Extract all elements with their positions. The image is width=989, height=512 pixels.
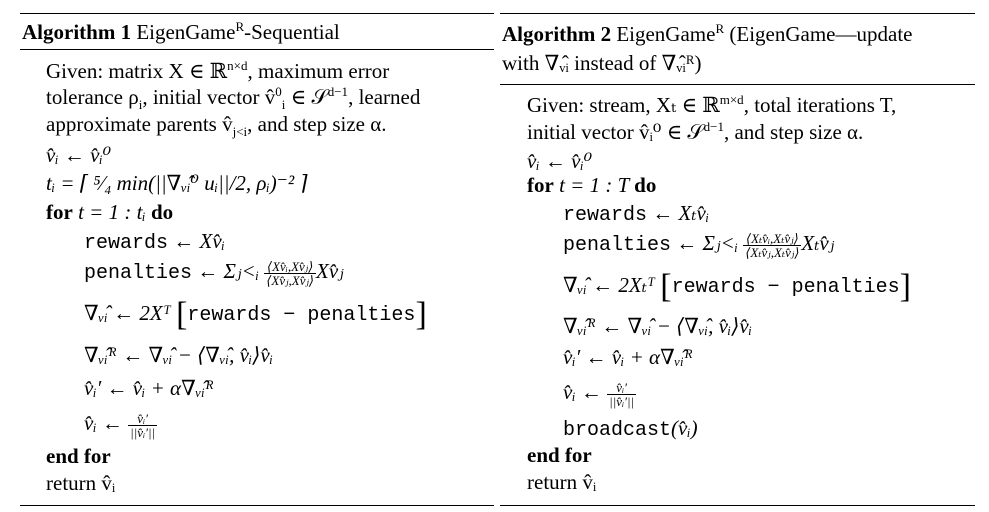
alg2-title-name: EigenGame	[616, 22, 716, 46]
alg1-given-2-tail-sub: i	[281, 97, 286, 113]
alg1-title-sup: R	[235, 19, 245, 34]
alg2-penalties-line	[563, 230, 834, 259]
alg2-bottom-rule	[500, 505, 975, 506]
alg2-top-rule	[500, 13, 975, 14]
alg1-grad-line	[84, 296, 427, 333]
alg1-vnorm-lhs: v̂ᵢ ←	[84, 411, 129, 435]
alg1-given-1-tail: , maximum error	[247, 59, 390, 83]
alg2-rewards-rhs: ← Xₜv̂ᵢ	[647, 201, 710, 225]
alg2-penalties-fraction	[743, 232, 801, 259]
alg1-given-3: approximate parents v̂	[46, 112, 233, 136]
alg2-right-bracket: ]	[899, 268, 911, 305]
alg2-vnorm-num: v̂ᵢ′	[607, 381, 636, 395]
alg1-given-2-close: , learned	[348, 85, 421, 109]
alg1-given-1-sup: n×d	[227, 58, 248, 73]
alg2-header-rule	[500, 84, 975, 85]
alg1-title-label: Algorithm 1	[22, 20, 132, 44]
alg1-grad-content: rewards − penalties	[187, 304, 416, 327]
alg2-grad-content: rewards − penalties	[671, 276, 900, 299]
alg1-penalties-fraction	[264, 260, 316, 287]
alg1-given-1: Given: matrix X ∈ ℝ	[46, 59, 228, 83]
alg2-penalties-var: penalties	[563, 234, 672, 257]
alg1-given-2-tail-sup: 0	[275, 84, 282, 99]
alg2-broadcast-fn: broadcast	[563, 419, 672, 442]
alg1-frac-num: ⟨Xv̂ᵢ,Xv̂ⱼ⟩	[264, 260, 316, 274]
alg2-penalties-sum: ← Σⱼ<ᵢ	[671, 231, 739, 255]
alg1-vnorm-den: ||v̂ᵢ′||	[130, 424, 156, 440]
alg2-do-keyword: do	[634, 173, 657, 197]
alg2-return: return v̂ᵢ	[527, 470, 597, 494]
alg1-gradR: ∇ᵥ̂ᵢᴿ ← ∇ᵥ̂ᵢ − ⟨∇ᵥ̂ᵢ, v̂ᵢ⟩v̂ᵢ	[84, 343, 274, 367]
alg2-given-2: initial vector v̂ᵢ⁰ ∈ 𝒮	[527, 120, 704, 144]
alg2-grad-line	[563, 268, 911, 305]
alg1-init: v̂ᵢ ← v̂ᵢ⁰	[46, 143, 112, 167]
alg1-given-2-end-sup: d−1	[327, 84, 349, 99]
alg2-title-line-2: with ∇ᵥ̂ᵢ instead of ∇ᵥ̂ᵢᴿ)	[502, 51, 702, 75]
alg1-penalties-var: penalties	[84, 262, 193, 285]
alg2-given-2-tail: , and step size α.	[723, 120, 864, 144]
alg1-penalties-sum: ← Σⱼ<ᵢ	[192, 259, 260, 283]
alg1-title-suffix: -Sequential	[244, 20, 340, 44]
alg2-init: v̂ᵢ ← v̂ᵢ⁰	[527, 149, 593, 173]
alg1-grad-lhs: ∇ᵥ̂ᵢ ← 2Xᵀ	[84, 301, 171, 325]
alg1-right-bracket: ]	[415, 296, 427, 333]
alg2-broadcast-arg: (v̂ᵢ)	[671, 416, 698, 440]
alg2-vprime: v̂ᵢ′ ← v̂ᵢ + α∇ᵥ̂ᵢᴿ	[563, 345, 694, 369]
alg2-penalties-tail: Xₜv̂ⱼ	[801, 231, 835, 255]
alg1-do-keyword: do	[150, 200, 174, 224]
alg1-vprime: v̂ᵢ′ ← v̂ᵢ + α∇ᵥ̂ᵢᴿ	[84, 376, 215, 400]
alg2-for-keyword: for	[527, 173, 554, 197]
alg1-return: return v̂ᵢ	[46, 471, 116, 495]
alg2-given-1: Given: stream, Xₜ ∈ ℝ	[527, 93, 720, 117]
alg1-title	[22, 20, 340, 44]
alg1-given-2: tolerance ρ	[46, 85, 139, 109]
alg1-vnorm-num: v̂ᵢ′	[128, 412, 157, 426]
alg1-top-rule	[20, 13, 494, 14]
alg1-bottom-rule	[20, 505, 494, 506]
alg2-given-line-1	[527, 92, 896, 118]
alg1-title-name: EigenGame	[136, 20, 236, 44]
alg1-frac-den: ⟨Xv̂ⱼ,Xv̂ⱼ⟩	[266, 272, 314, 288]
alg2-broadcast-line	[563, 415, 698, 444]
alg1-end-for: end for	[46, 444, 111, 468]
alg1-rewards-rhs: ← Xv̂ᵢ	[168, 229, 225, 253]
alg1-ti: tᵢ = ⌈ ⁵⁄₄ min(||∇ᵥ̂ᵢ⁰ uᵢ||/2, ρᵢ)⁻² ⌉	[46, 171, 308, 195]
alg1-penalties-tail: Xv̂ⱼ	[316, 259, 344, 283]
alg1-vnorm-line	[84, 410, 157, 439]
alg1-rewards-line	[84, 228, 225, 257]
alg2-given-line-2	[527, 119, 863, 145]
alg1-given-2-sub: i	[138, 97, 143, 113]
alg2-vnorm-line	[563, 379, 636, 408]
alg1-given-line-1	[46, 58, 389, 84]
alg2-vnorm-fraction	[607, 381, 636, 408]
alg1-for-range: t = 1 : tᵢ	[72, 200, 151, 224]
alg1-rewards-var: rewards	[84, 232, 169, 255]
alg2-given-1-sup: m×d	[719, 92, 744, 107]
alg2-title-sup: R	[715, 21, 725, 36]
alg2-rewards-var: rewards	[563, 204, 648, 227]
alg2-given-2-sup: d−1	[703, 119, 724, 134]
alg1-given-line-3	[46, 111, 387, 140]
alg2-title-suffix: (EigenGame—update	[724, 22, 913, 46]
alg1-given-3-tail: , and step size α.	[247, 112, 387, 136]
alg2-vnorm-den: ||v̂ᵢ′||	[609, 393, 635, 409]
alg2-frac-num: ⟨Xₜv̂ᵢ,Xₜv̂ⱼ⟩	[743, 232, 801, 246]
alg2-grad-lhs: ∇ᵥ̂ᵢ ← 2Xₜᵀ	[563, 273, 655, 297]
alg2-frac-den: ⟨Xₜv̂ⱼ,Xₜv̂ⱼ⟩	[745, 244, 800, 260]
alg1-given-2-end: ∈ 𝒮	[285, 85, 328, 109]
alg2-left-bracket: [	[660, 268, 672, 305]
alg2-rewards-line	[563, 200, 709, 229]
alg2-gradR: ∇ᵥ̂ᵢᴿ ← ∇ᵥ̂ᵢ − ⟨∇ᵥ̂ᵢ, v̂ᵢ⟩v̂ᵢ	[563, 314, 753, 338]
alg1-given-line-2	[46, 84, 421, 113]
alg1-for-line	[46, 199, 173, 225]
alg2-for-line	[527, 172, 656, 198]
alg2-title	[502, 22, 912, 46]
alg1-vnorm-fraction	[128, 412, 157, 439]
alg1-left-bracket: [	[176, 296, 188, 333]
alg2-given-1-tail: , total iterations T,	[743, 93, 897, 117]
alg1-given-2-tail: , initial vector v̂	[142, 85, 276, 109]
alg2-for-range: t = 1 : T	[553, 173, 635, 197]
alg1-for-keyword: for	[46, 200, 73, 224]
alg1-penalties-line	[84, 258, 344, 287]
alg1-header-rule	[20, 49, 494, 50]
alg2-vnorm-lhs: v̂ᵢ ←	[563, 380, 608, 404]
alg2-end-for: end for	[527, 443, 592, 467]
alg2-title-label: Algorithm 2	[502, 22, 612, 46]
alg1-given-3-sub: j<i	[232, 124, 248, 140]
